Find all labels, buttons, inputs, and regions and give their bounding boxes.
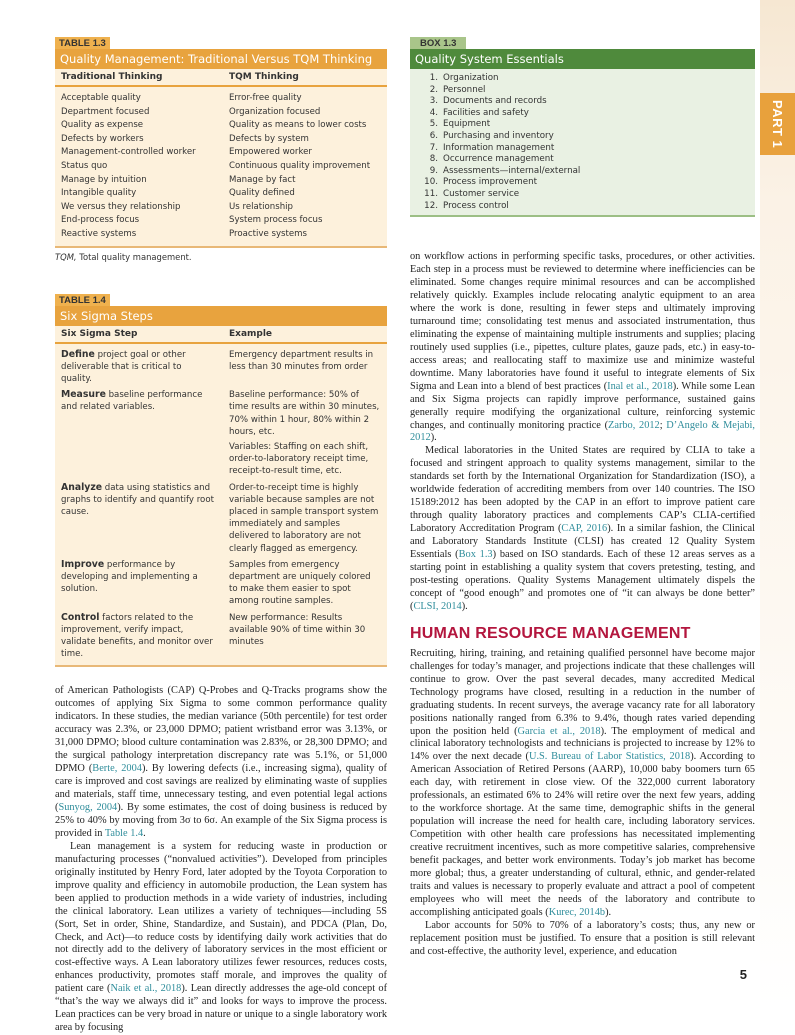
text-run: ). [605, 906, 612, 918]
cell-traditional: End-process focus [61, 215, 140, 226]
table-row [55, 187, 387, 201]
column-header: TQM Thinking [229, 72, 299, 82]
cell-tqm: Quality as means to lower costs [229, 120, 367, 131]
cell-traditional: Acceptable quality [61, 93, 141, 103]
list-item [410, 201, 755, 213]
text-run: of American Pathologists (CAP) Q-Probes and Q-Tracks programs show the outcomes of applying Six Sigma to some common performance quality indicators. In these studies, the median variance (50th percentile) for test order accuracy was 2.3%, or 23,000 DPMO; patient wristband error was 3.13%, or 31,000 DPMO; blood culture contamination was 2.83%, or 28,300 DPMO; and the surgical pathology interpretation discrepancy rate was 5.1%, or 51,000 DPMO ( [55, 685, 387, 775]
example-text: New performance: Results available 90% of time within 30 minutes [229, 612, 366, 647]
example-text: Emergency department results in less than 30 minutes from order [229, 349, 374, 372]
table-row [55, 386, 387, 477]
cell-example [229, 612, 381, 661]
list-item [410, 177, 755, 189]
paragraph [55, 841, 387, 1035]
example-text: Variables: Staffing on each shift, order-to-laboratory receipt time, receipt-to-result time, etc. [229, 441, 369, 477]
list-item [410, 189, 755, 201]
step-description: performance by developing and implementing a solution. [61, 559, 198, 595]
step-description: data using statistics and graphs to identify and quantify root cause. [61, 482, 214, 517]
cell-tqm: Continuous quality improvement [229, 160, 371, 171]
citation-link[interactable]: Sunyog, 2004 [58, 801, 118, 813]
item-number: 12. [424, 200, 438, 211]
section-heading: HUMAN RESOURCE MANAGEMENT [410, 624, 691, 642]
table-row [55, 346, 387, 386]
table-1-4 [55, 326, 387, 668]
text-run: ). By some estimates, the cost of doing business is reduced by 25% to 40% by moving from 3σ to 6σ. An example of the Six Sigma process is provided in [55, 801, 387, 839]
text-run: ). In a similar fashion, the Clinical and Laboratory Standards Institute (CLSI) has created 12 Quality System Essentials ( [410, 523, 755, 561]
example-text: Samples from emergency department are uniquely colored to make them easier to spot among routine samples. [229, 559, 371, 607]
cell-example [229, 389, 381, 477]
text-run: ). By lowering defects (i.e., increasing sigma), quality of care is improved and cost savings are realized by eliminating waste of supplies and materials, staff time, unnecessary testing, and even potential legal actions ( [55, 763, 388, 813]
item-number: 11. [424, 188, 438, 199]
table-body [55, 344, 387, 661]
list-item [410, 131, 755, 143]
table-row [55, 160, 387, 174]
paragraph [410, 251, 755, 445]
citation-link[interactable]: D’Angelo & Mejabi, 2012 [410, 419, 755, 444]
text-run: ). According to American Association of Retired Persons (AARP), 10,000 baby boomers turn 65 each day, with retirement in close view. Of the 322,000 current laboratory professionals, an estimated 6% to 24% will retire over the next few years, adding to the workforce shortage. At the same time, demographic shifts in the general population will increase the need for health care, including laboratory services. Competition with other health care professions has necessitated implementing creative recruitment incentives, such as more competitive salaries, comprehensive benefit packages, and better work environments. Today’s job market has become more global; thus, a greater understanding of cultural, ethnic, and gender-related traits and values is necessary to properly evaluate and attract a pool of competent employees who will meet the needs of the laboratory and contribute to accomplishing anticipated goals ( [410, 751, 755, 918]
text-run: Lean management is a system for reducing waste in production or manufacturing processes (“nonvalued activities”). Developed from principles originally instituted by Henry Ford, later adopted by the Toyota Corporation to improve quality and efficiency in automobile production, the Lean system has been applied to production methods in a wide variety of industries, including the clinical laboratory. Lean utilizes a variety of techniques—including 5S (Sort, Set in order, Shine, Standardize, and Sustain), and PDCA (Plan, Do, Check, and Act)—to reduce costs by identifying daily work activities that do not directly add to the delivery of laboratory services in the most efficient or cost-effective ways. A Lean laboratory utilizes fewer resources, reduces costs, enhances productivity, promotes staff morale, and improves the quality of patient care ( [55, 840, 387, 995]
table-1-4-label: TABLE 1.4 [55, 294, 110, 306]
text-run: ). [430, 432, 437, 444]
list-item [410, 143, 755, 155]
cell-tqm: Error-free quality [229, 93, 302, 103]
list-item [410, 85, 755, 97]
example-text: Baseline performance: 50% of time results are within 30 minutes, 70% within 1 hour, 80% within 2 hours, etc. [229, 390, 380, 437]
item-number: 1. [429, 73, 438, 83]
cell-tqm: Empowered worker [229, 147, 312, 158]
citation-link[interactable]: Kurec, 2014b [548, 906, 606, 918]
step-name: Control [61, 611, 100, 623]
item-label: Information management [443, 142, 555, 153]
cell-step [61, 482, 229, 555]
item-label: Personnel [443, 84, 486, 95]
cell-tqm: Defects by system [229, 133, 309, 144]
cell-step [61, 389, 229, 477]
list-item [410, 108, 755, 120]
paragraph [410, 920, 755, 959]
footnote-abbr: TQM, [55, 251, 77, 262]
cell-tqm: Us relationship [229, 201, 294, 212]
item-number: 2. [429, 84, 438, 95]
citation-link[interactable]: Garcia et al., 2018 [517, 725, 601, 737]
text-run: ). The employment of medical and clinical laboratory technologists and technicians is projected to increase by 12% to 14% over the next decade ( [410, 725, 755, 763]
left-column [55, 31, 387, 1035]
paragraph [55, 685, 387, 840]
right-body-text-bottom [410, 648, 755, 959]
item-label: Process control [443, 200, 509, 211]
cell-traditional: Department focused [61, 106, 150, 117]
spacer [55, 667, 387, 685]
spacer [55, 262, 387, 288]
step-name: Measure [61, 389, 106, 401]
citation-link[interactable]: Zarbo, 2012 [608, 419, 660, 431]
item-label: Customer service [443, 188, 520, 199]
item-label: Purchasing and inventory [443, 130, 554, 141]
cell-example [229, 559, 381, 608]
cell-traditional: Management-controlled worker [61, 147, 196, 158]
cell-traditional: Defects by workers [61, 133, 144, 144]
cell-tqm: Organization focused [229, 106, 321, 117]
example-text: Order-to-receipt time is highly variable because samples are not placed in sample transport system immediately and samples delivered to laboratory are not clearly flagged as emergency. [229, 482, 379, 554]
left-body-text [55, 685, 387, 1035]
cell-step [61, 559, 229, 608]
table-row [55, 133, 387, 147]
paragraph [410, 648, 755, 920]
item-number: 4. [429, 107, 438, 118]
citation-link[interactable]: Inal et al., 2018 [607, 380, 673, 392]
cell-tqm: Quality defined [229, 188, 295, 199]
text-run: ). Lean directly addresses the age-old concept of “that’s the way we always did it” and looks for ways to improve the process. Lean practices can be very broad in nature or unique to a single laboratory work area by focusing [55, 983, 388, 1034]
paragraph [410, 445, 755, 613]
item-label: Occurrence management [443, 154, 554, 165]
step-description: baseline performance and related variables. [61, 390, 203, 413]
table-row [55, 556, 387, 608]
table-row [55, 146, 387, 160]
item-number: 7. [429, 142, 438, 153]
item-number: 9. [429, 165, 438, 176]
citation-link[interactable]: Naik et al., 2018 [110, 983, 182, 995]
cell-tqm: Proactive systems [229, 228, 308, 239]
step-name: Improve [61, 558, 105, 570]
cell-traditional: Quality as expense [61, 120, 144, 131]
cell-traditional: Intangible quality [61, 188, 137, 199]
table-1-3-label: TABLE 1.3 [55, 37, 110, 49]
citation-link[interactable]: CLSI, 2014 [413, 600, 462, 612]
item-label: Equipment [443, 119, 491, 130]
table-row [55, 214, 387, 228]
step-name: Analyze [61, 481, 103, 493]
cell-example [229, 482, 381, 555]
list-item [410, 96, 755, 108]
table-row [55, 106, 387, 120]
item-label: Assessments—internal/external [443, 165, 581, 176]
cell-traditional: Status quo [61, 160, 108, 171]
table-row [55, 92, 387, 106]
list-item [410, 73, 755, 85]
cell-tqm: System process focus [229, 215, 323, 226]
text-run: ) based on ISO standards. Each of these 12 areas serves as a starting point in establishing a quality system that covers pretesting, testing, and post-testing operations. Quality Systems Management ultimately dispels the concept of “good enough” and promotes one of “it can always be done better” ( [410, 549, 755, 612]
column-header: Six Sigma Step [61, 328, 138, 339]
table-header-row [55, 69, 387, 87]
step-description: factors related to the improvement, verify impact, validate benefits, and monitor over time. [61, 612, 213, 660]
citation-link[interactable]: Berte, 2004 [92, 763, 142, 775]
text-run: Labor accounts for 50% to 70% of a laboratory’s costs; thus, any new or replacement position must be justified. To ensure that a position is still relevant and cost-effective, the authority level, experience, and education [410, 919, 755, 957]
box-1-3-title: Quality System Essentials [410, 49, 755, 69]
table-row [55, 174, 387, 188]
table-1-4-title: Six Sigma Steps [55, 306, 387, 326]
item-label: Process improvement [443, 177, 538, 188]
text-run: ). [461, 600, 468, 612]
box-1-3-label: BOX 1.3 [410, 37, 466, 49]
table-row [55, 479, 387, 555]
table-1-3-footnote [55, 252, 387, 262]
table-row [55, 228, 387, 242]
item-number: 8. [429, 154, 438, 165]
cell-example [229, 349, 381, 386]
list-item [410, 154, 755, 166]
item-label: Facilities and safety [443, 107, 529, 118]
cell-traditional: We versus they relationship [61, 201, 181, 212]
item-number: 5. [429, 119, 438, 130]
cell-traditional: Reactive systems [61, 228, 137, 239]
text-run: ; [659, 419, 667, 431]
item-number: 10. [424, 177, 438, 188]
table-row [55, 201, 387, 215]
citation-link[interactable]: U.S. Bureau of Labor Statistics, 2018 [528, 751, 691, 763]
citation-link[interactable]: Box 1.3 [458, 549, 493, 561]
item-number: 3. [429, 96, 438, 107]
part-tab [760, 93, 795, 155]
cell-step [61, 349, 229, 386]
list-item [410, 119, 755, 131]
part-tab-label: PART 1 [770, 99, 785, 149]
column-header: Example [229, 328, 273, 339]
table-1-3-title: Quality Management: Traditional Versus TQM Thinking [55, 49, 387, 69]
box-1-3 [410, 69, 755, 217]
text-run: ). While some Lean and Six Sigma projects can rapidly improve performance, sustained gains generally require modifying the organizational culture, reinforcing systemic changes, and continually monitoring practice ( [410, 380, 755, 431]
column-header: Traditional Thinking [61, 72, 163, 82]
table-body [55, 87, 387, 242]
text-run: on workflow actions in performing specific tasks, procedures, or other activities. Each step in a process must be reviewed to determine where inefficiencies can be eliminated. Some changes require minimal resources and can be accomplished relatively quickly. Examples include relocating analytic equipment to an area where the work is done, resulting in fewer steps and ultimately improving turnaround time; consolidating test menus and associated instrumentation, thus eliminating the expense of maintaining multiple instruments and supplies; placing routinely used supplies (i.e., pipettes, culture plates, gauze pads, etc.) in easy-to-access areas; and reallocating staff to maximize use and minimize wasteful downtime. Many laboratories have found it useful to integrate elements of Six Sigma and Lean into a blend of best practices ( [410, 251, 755, 392]
citation-link[interactable]: CAP, 2016 [561, 523, 608, 535]
table-header-row [55, 326, 387, 344]
item-number: 6. [429, 130, 438, 141]
citation-link[interactable]: Table 1.4 [104, 827, 144, 839]
step-description: project goal or other deliverable that is critical to quality. [61, 349, 186, 384]
spacer [410, 217, 755, 251]
right-body-text-top [410, 251, 755, 614]
text-run: Recruiting, hiring, training, and retaining qualified personnel have become major challenges for today’s manager, and projections indicate that these challenges will continue to grow. Over the past several decades, many accredited Medical Technology programs have closed, resulting in a reduction in the number of graduating students. In recent surveys, the average vacancy rate for all laboratory positions nationally ranged from 6.3% to 9.4%, though rates varied depending upon the position held ( [410, 647, 755, 737]
table-row [55, 609, 387, 661]
table-row [55, 119, 387, 133]
cell-step [61, 612, 229, 661]
right-column [410, 31, 755, 982]
cell-traditional: Manage by intuition [61, 174, 147, 185]
step-name: Define [61, 348, 95, 360]
item-label: Documents and records [443, 96, 547, 107]
cell-tqm: Manage by fact [229, 174, 296, 185]
text-run: . [143, 827, 146, 839]
box-list [410, 73, 755, 212]
footnote-text: Total quality management. [76, 251, 192, 262]
text-run: Medical laboratories in the United States are required by CLIA to take a focused and stringent approach to quality systems management, similar to the standards set forth by the International Organization for Standardization (ISO), a worldwide federation of accrediting members from over 140 countries. The ISO 15189:2012 has been adopted by the CAP in an effort to improve patient care through quality laboratory practices and complements CAP’s CLIA-certified Laboratory Accreditation Program ( [410, 445, 755, 535]
table-1-3 [55, 69, 387, 248]
list-item [410, 166, 755, 178]
page-number: 5 [739, 966, 747, 982]
item-label: Organization [443, 73, 499, 83]
